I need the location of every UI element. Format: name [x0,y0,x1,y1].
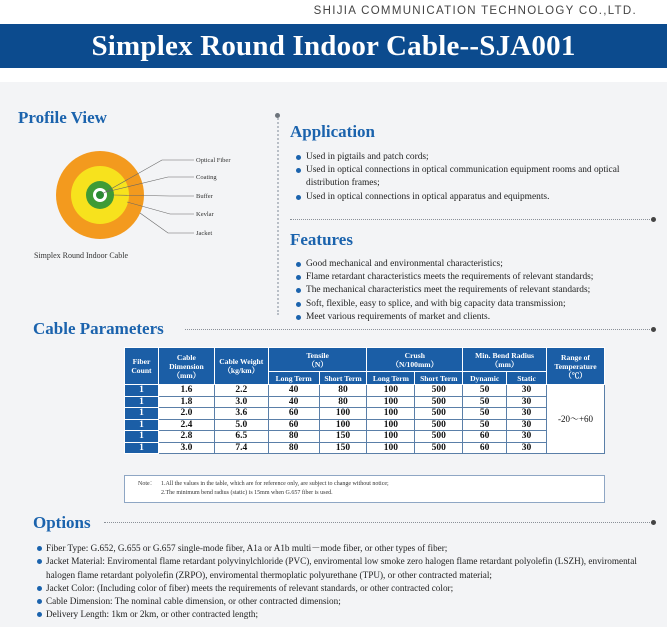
cell-bend-dynamic: 60 [463,431,507,443]
cell-bend-static: 30 [507,442,547,454]
cell-bend-static: 30 [507,431,547,443]
cell-weight: 5.0 [214,419,268,431]
cell-crush-short: 500 [415,431,463,443]
cell-tensile-long: 40 [268,396,319,408]
bullet-icon [296,275,301,280]
cell-bend-static: 30 [507,419,547,431]
cell-bend-dynamic: 60 [463,442,507,454]
bullet-icon [37,586,42,591]
table-row [125,396,605,408]
cell-weight: 2.2 [214,385,268,397]
header-bend-text: Min. Bend Radius [475,350,535,360]
separator-options [104,522,652,523]
cell-fiber-count: 1 [125,419,159,431]
bullet-icon [296,262,301,267]
cell-fiber-count: 1 [125,442,159,454]
list-item [37,582,657,595]
header-tensile-long: Long Term [268,372,319,385]
header-crush-text: Crush [404,350,425,360]
cell-tensile-short: 100 [319,408,367,420]
list-item [296,311,660,324]
cell-fiber-count: 1 [125,385,159,397]
header-weight-text: Cable Weight [219,357,264,366]
cell-crush-short: 500 [415,396,463,408]
header-temperature-unit: （℃） [564,370,587,380]
cell-tensile-long: 80 [268,442,319,454]
layer-labels [196,157,231,237]
feature-item-text: Meet various requirements of market and clients. [306,311,491,322]
feature-item-text: Flame retardant characteristics meets the requirements of relevant standards; [306,272,594,283]
header-tensile [268,348,367,372]
list-item [37,595,657,608]
label-coating: Coating [196,174,217,181]
cell-weight: 7.4 [214,442,268,454]
header-tensile-short: Short Term [319,372,367,385]
cell-tensile-long: 40 [268,385,319,397]
label-jacket: Jacket [196,230,213,237]
cell-bend-dynamic: 50 [463,396,507,408]
bullet-icon [296,302,301,307]
list-item [296,284,660,297]
cell-fiber-count: 1 [125,431,159,443]
list-item [37,542,657,555]
profile-caption: Simplex Round Indoor Cable [34,251,128,260]
header-dimension [158,348,214,385]
cell-tensile-short: 150 [319,431,367,443]
optical-fiber-core [96,191,104,199]
bullet-icon [37,599,42,604]
label-buffer: Buffer [196,193,213,200]
separator-application-dot [651,217,656,222]
list-item [37,608,657,621]
label-kevlar: Kevlar [196,211,214,218]
list-item [296,191,660,204]
vertical-separator-dot [275,113,280,118]
feature-item-text: Soft, flexible, easy to splice, and with big capacity data transmission; [306,298,566,309]
company-name: SHIJIA COMMUNICATION TECHNOLOGY CO.,LTD. [313,5,637,17]
header-bend-unit: （mm） [490,359,519,369]
header-bend-static: Static [507,372,547,385]
cell-dimension: 2.0 [158,408,214,420]
application-item-text: Used in pigtails and patch cords; [306,152,429,162]
header-dimension-unit: （mm） [172,370,201,380]
title-banner [0,24,667,68]
header-weight-unit: （kg/km） [223,366,260,375]
header-fiber-count [125,348,159,385]
cross-section-rings [56,151,144,239]
cell-fiber-count: 1 [125,408,159,420]
header-dimension-text: Cable Dimension [169,352,204,371]
bullet-icon [296,195,301,200]
note-line-1: 1.All the values in the table, which are for reference only, are subject to change without notice; [161,481,389,487]
table-row [125,408,605,420]
cell-bend-dynamic: 50 [463,408,507,420]
list-item [37,555,657,582]
cell-dimension: 1.8 [158,396,214,408]
features-heading: Features [290,230,353,249]
bullet-icon [296,288,301,293]
cell-weight: 3.6 [214,408,268,420]
cell-crush-long: 100 [367,442,415,454]
header-bend [463,348,547,372]
header-crush-unit: （N/100mm） [391,359,439,369]
table-row [125,442,605,454]
cell-weight: 6.5 [214,431,268,443]
table-row [125,431,605,443]
cell-dimension: 1.6 [158,385,214,397]
feature-item-text: The mechanical characteristics meet the requirements of relevant standards; [306,285,591,296]
application-item-text: Used in optical connections in optical communication equipment rooms and optical distribution frames; [306,165,620,189]
vertical-separator [277,115,279,315]
cell-tensile-short: 80 [319,396,367,408]
features-list [296,258,660,324]
list-item [296,151,660,164]
table-row [125,385,605,397]
parameters-heading: Cable Parameters [33,319,164,338]
application-heading: Application [290,122,376,141]
list-item [296,298,660,311]
cell-bend-static: 30 [507,385,547,397]
list-item [296,271,660,284]
header-weight [214,348,268,385]
cell-weight: 3.0 [214,396,268,408]
cell-tensile-short: 100 [319,419,367,431]
cell-crush-short: 500 [415,408,463,420]
header-temperature [547,348,605,385]
cell-tensile-long: 60 [268,408,319,420]
option-item-text: Jacket Material: Enviromental flame retardant polyvinylchloride (PVC), enviromental low smoke zero halogen flame retardant polyolefin (LSZH), enviromental halogen flame retardant polyolefin (ZRPO), enviromental thermoplatic polyurethane (TPU), or other contracted material; [46,556,637,580]
cell-crush-short: 500 [415,385,463,397]
bullet-icon [37,546,42,551]
option-item-text: Jacket Color: (Including color of fiber) meets the requirements of relevant standards, or other contracted color; [46,582,454,593]
bullet-icon [296,168,301,173]
list-item [296,258,660,271]
list-item [296,164,660,190]
cell-crush-long: 100 [367,419,415,431]
cell-bend-dynamic: 50 [463,385,507,397]
separator-parameters-dot [651,327,656,332]
cell-tensile-long: 60 [268,419,319,431]
label-optical-fiber: Optical Fiber [196,157,231,164]
note-label: Note： [138,481,156,487]
feature-item-text: Good mechanical and environmental characteristics; [306,259,503,269]
header-tensile-text: Tensile [306,350,329,360]
separator-options-dot [651,520,656,525]
separator-application [290,219,652,220]
cell-tensile-short: 150 [319,442,367,454]
cell-crush-long: 100 [367,408,415,420]
options-heading: Options [33,513,91,532]
cell-crush-short: 500 [415,442,463,454]
header-temperature-text: Range of Temperature [554,352,597,371]
header-tensile-unit: （N） [307,359,328,369]
table-row [125,419,605,431]
header-crush-long: Long Term [367,372,415,385]
header-crush [367,348,463,372]
option-item-text: Delivery Length: 1km or 2km, or other contracted length; [46,609,259,620]
cell-bend-static: 30 [507,396,547,408]
bullet-icon [37,559,42,564]
separator-parameters [185,329,652,330]
leader-jacket [140,213,194,233]
cell-tensile-long: 80 [268,431,319,443]
cell-temperature: -20～+60 [547,385,605,454]
header-bend-dynamic: Dynamic [463,372,507,385]
cell-crush-long: 100 [367,385,415,397]
bullet-icon [296,155,301,160]
cell-dimension: 3.0 [158,442,214,454]
cell-crush-long: 100 [367,431,415,443]
header-fiber-count-text: Fiber Count [131,357,152,375]
cell-bend-static: 30 [507,408,547,420]
cell-dimension: 2.8 [158,431,214,443]
bullet-icon [37,612,42,617]
application-item-text: Used in optical connections in optical apparatus and equipments. [306,191,550,202]
header-crush-short: Short Term [415,372,463,385]
cell-bend-dynamic: 50 [463,419,507,431]
cell-fiber-count: 1 [125,396,159,408]
option-item-text: Fiber Type: G.652, G.655 or G.657 single-mode fiber, A1a or A1b multi－mode fiber, or other types of fiber; [46,543,448,553]
note-line-2: 2.The minimum bend radius (static) is 15mm when G.657 fiber is used. [161,489,333,496]
application-list [296,151,660,204]
cell-crush-short: 500 [415,419,463,431]
bullet-icon [296,315,301,320]
cell-dimension: 2.4 [158,419,214,431]
page-title: Simplex Round Indoor Cable--SJA001 [91,30,576,62]
cell-crush-long: 100 [367,396,415,408]
option-item-text: Cable Dimension: The nominal cable dimension, or other contracted dimension; [46,596,341,607]
profile-heading: Profile View [18,108,107,127]
cable-cross-section [44,145,244,243]
parameters-table [124,347,605,454]
options-list [37,542,657,622]
table-note [124,475,605,503]
cell-tensile-short: 80 [319,385,367,397]
